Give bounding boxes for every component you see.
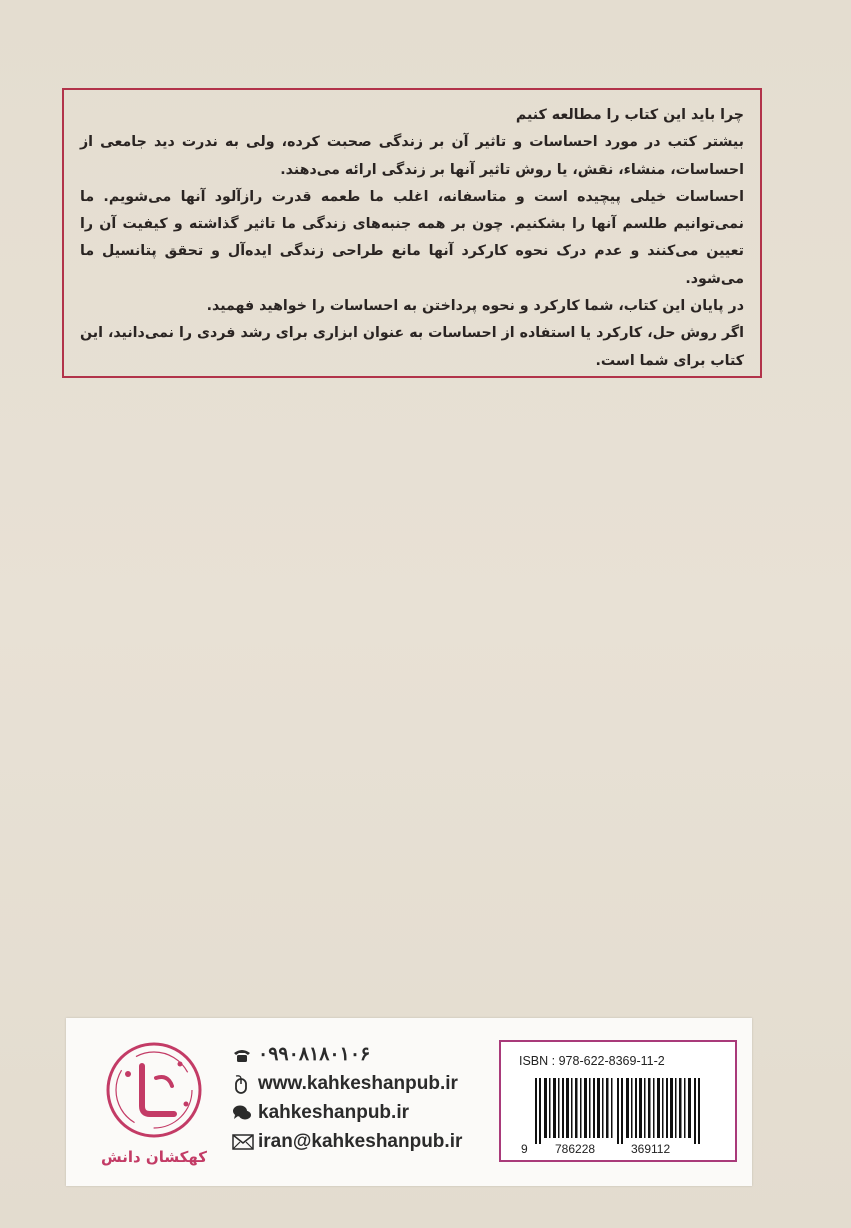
contact-phone [232,1040,492,1069]
isbn-label: ISBN : 978-622-8369-11-2 [519,1054,665,1068]
blurb-paragraph-2: احساسات خیلی پیچیده است و متاسفانه، اغلب ما طعمه قدرت رازآلود آنها می‌شویم. ما نمی‌توانیم طلسم آنها را بشکنیم. چون بر همه جنبه‌های زندگی ما تاثیر گذاشته و کیفیت آن را تعیین می‌کنند و عدم درک نحوه کارکرد آنها مانع طراحی زندگی ایده‌آل و تحقق پتانسیل ما می‌شود. [80,188,744,287]
publisher-logo [98,1034,210,1174]
isbn-box [499,1040,737,1162]
contact-website [232,1069,492,1098]
social-handle[interactable]: kahkeshanpub.ir [258,1101,409,1123]
barcode-digit-group-2: 369112 [631,1142,671,1156]
phone-icon [232,1045,258,1065]
chat-icon [232,1103,258,1123]
email-address[interactable]: iran@kahkeshanpub.ir [258,1130,463,1152]
publisher-logo-icon [98,1034,210,1146]
website-link[interactable]: www.kahkeshanpub.ir [258,1072,458,1094]
publisher-contacts [232,1040,492,1156]
barcode [535,1078,705,1144]
barcode-digit-group-1: 786228 [555,1142,596,1156]
mail-icon [232,1132,258,1152]
blurb-box [62,88,762,378]
blurb-paragraph-4: اگر روش حل، کارکرد یا استفاده از احساسات به عنوان ابزاری برای رشد فردی را نمی‌دانید، این کتاب برای شما است. [80,325,744,369]
blurb-heading: چرا باید این کتاب را مطالعه کنیم [515,107,744,123]
blurb-paragraph-3: در پایان این کتاب، شما کارکرد و نحوه پرداختن به احساسات را خواهید فهمید. [206,298,744,315]
contact-email [232,1127,492,1156]
publisher-logo-text: کهکشان دانش [101,1148,207,1166]
blurb-paragraph-1: بیشتر کتب در مورد احساسات و تاثیر آن بر زندگی صحبت کرده، ولی به ندرت دید جامعی از احساسات، منشاء، نقش، یا روش تاثیر آنها بر زندگی ارائه می‌دهند. [80,134,744,178]
phone-number: ۰۹۹۰۸۱۸۰۱۰۶ [258,1044,371,1065]
mouse-icon [232,1074,258,1094]
barcode-digit-first: 9 [521,1142,528,1156]
contact-social [232,1098,492,1127]
